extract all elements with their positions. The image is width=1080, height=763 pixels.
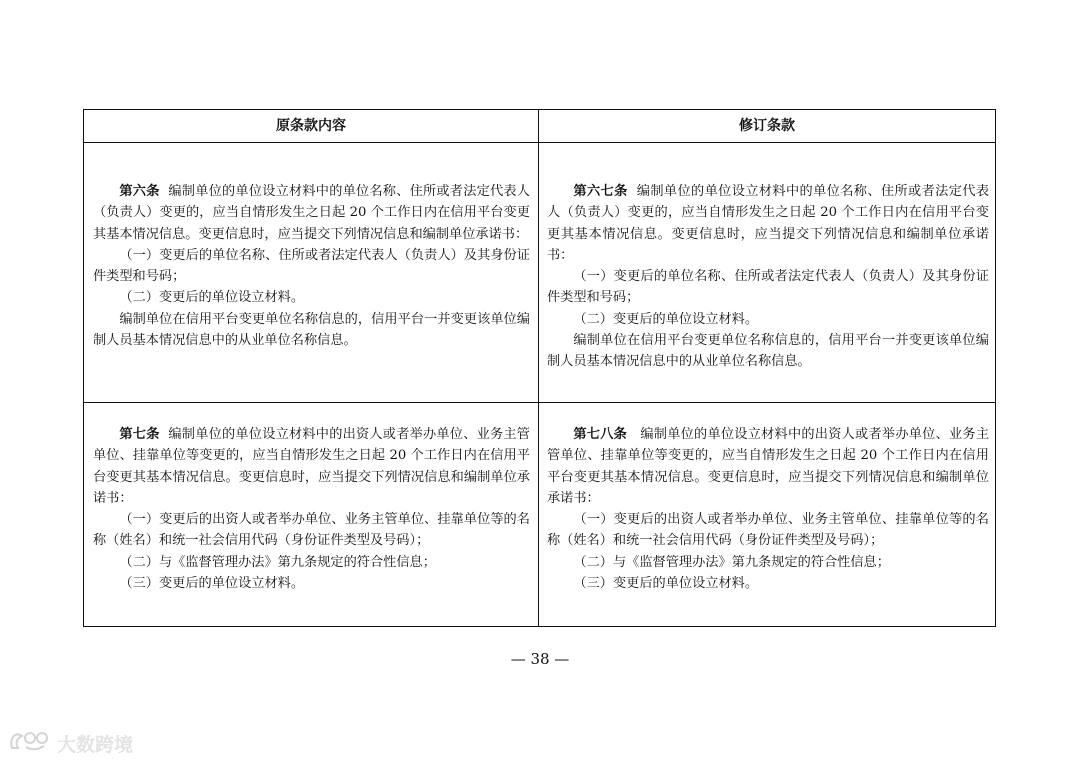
watermark	[8, 728, 133, 758]
cell-row1-original	[93, 181, 530, 351]
clause-item: （三）变更后的单位设立材料。	[573, 576, 759, 592]
clause-text: 编制单位的单位设立材料中的单位名称、住所或者法定代表人（负责人）变更的，应当自情形发生之日起 20 个工作日内在信用平台变更其基本情况信息。变更信息时，应当提交下列情况信息和编制单位承诺书：	[547, 184, 990, 263]
clause-text: 编制单位的单位设立材料中的单位名称、住所或者法定代表人（负责人）变更的，应当自情形发生之日起 20 个工作日内在信用平台变更其基本情况信息。变更信息时，应当提交下列情况信息和编制单位承诺书：	[93, 184, 530, 242]
clause-item: （二）变更后的单位设立材料。	[119, 290, 305, 306]
header-original: 原条款内容	[276, 118, 346, 134]
column-divider	[538, 110, 539, 626]
page-number: — 38 —	[510, 650, 570, 668]
row-divider	[84, 402, 995, 403]
article-number: 第七条	[119, 427, 160, 442]
cell-row1-revised	[547, 181, 989, 373]
comparison-table	[83, 109, 996, 627]
article-number: 第六条	[119, 184, 160, 199]
clause-item: （二）变更后的单位设立材料。	[573, 311, 759, 327]
article-number: 第七八条	[573, 427, 628, 442]
clause-item: （一）变更后的出资人或者举办单位、业务主管单位、挂靠单位等的名称（姓名）和统一社会信用代码（身份证件类型及号码）；	[547, 512, 989, 549]
clause-text: 编制单位的单位设立材料中的出资人或者举办单位、业务主管单位、挂靠单位等变更的，应当自情形发生之日起 20 个工作日内在信用平台变更其基本情况信息。变更信息时，应当提交下列情况信息和编制单位承诺书：	[547, 427, 990, 506]
clause-text: 编制单位在信用平台变更单位名称信息的，信用平台一并变更该单位编制人员基本情况信息中的从业单位名称信息。	[547, 333, 989, 370]
clause-item: （一）变更后的单位名称、住所或者法定代表人（负责人）及其身份证件类型和号码；	[547, 269, 989, 306]
clause-item: （二）与《监督管理办法》第九条规定的符合性信息；	[573, 554, 890, 570]
clause-item: （二）与《监督管理办法》第九条规定的符合性信息；	[119, 554, 436, 570]
cell-row2-revised	[547, 424, 989, 594]
clause-item: （一）变更后的单位名称、住所或者法定代表人（负责人）及其身份证件类型和号码；	[93, 247, 530, 285]
clause-text: 编制单位的单位设立材料中的出资人或者举办单位、业务主管单位、挂靠单位等变更的，应当自情形发生之日起 20 个工作日内在信用平台变更其基本情况信息。变更信息时，应当提交下列情况信息和编制单位承诺书：	[93, 427, 530, 506]
brand-logo-icon	[8, 728, 52, 758]
clause-item: （一）变更后的出资人或者举办单位、业务主管单位、挂靠单位等的名称（姓名）和统一社会信用代码（身份证件类型及号码）；	[93, 512, 530, 549]
watermark-text: 大数跨境	[57, 733, 134, 756]
cell-row2-original	[93, 424, 530, 594]
clause-item: （三）变更后的单位设立材料。	[119, 576, 305, 592]
article-number: 第六七条	[573, 184, 628, 199]
header-revised: 修订条款	[739, 118, 795, 134]
clause-text: 编制单位在信用平台变更单位名称信息的，信用平台一并变更该单位编制人员基本情况信息中的从业单位名称信息。	[93, 311, 530, 349]
